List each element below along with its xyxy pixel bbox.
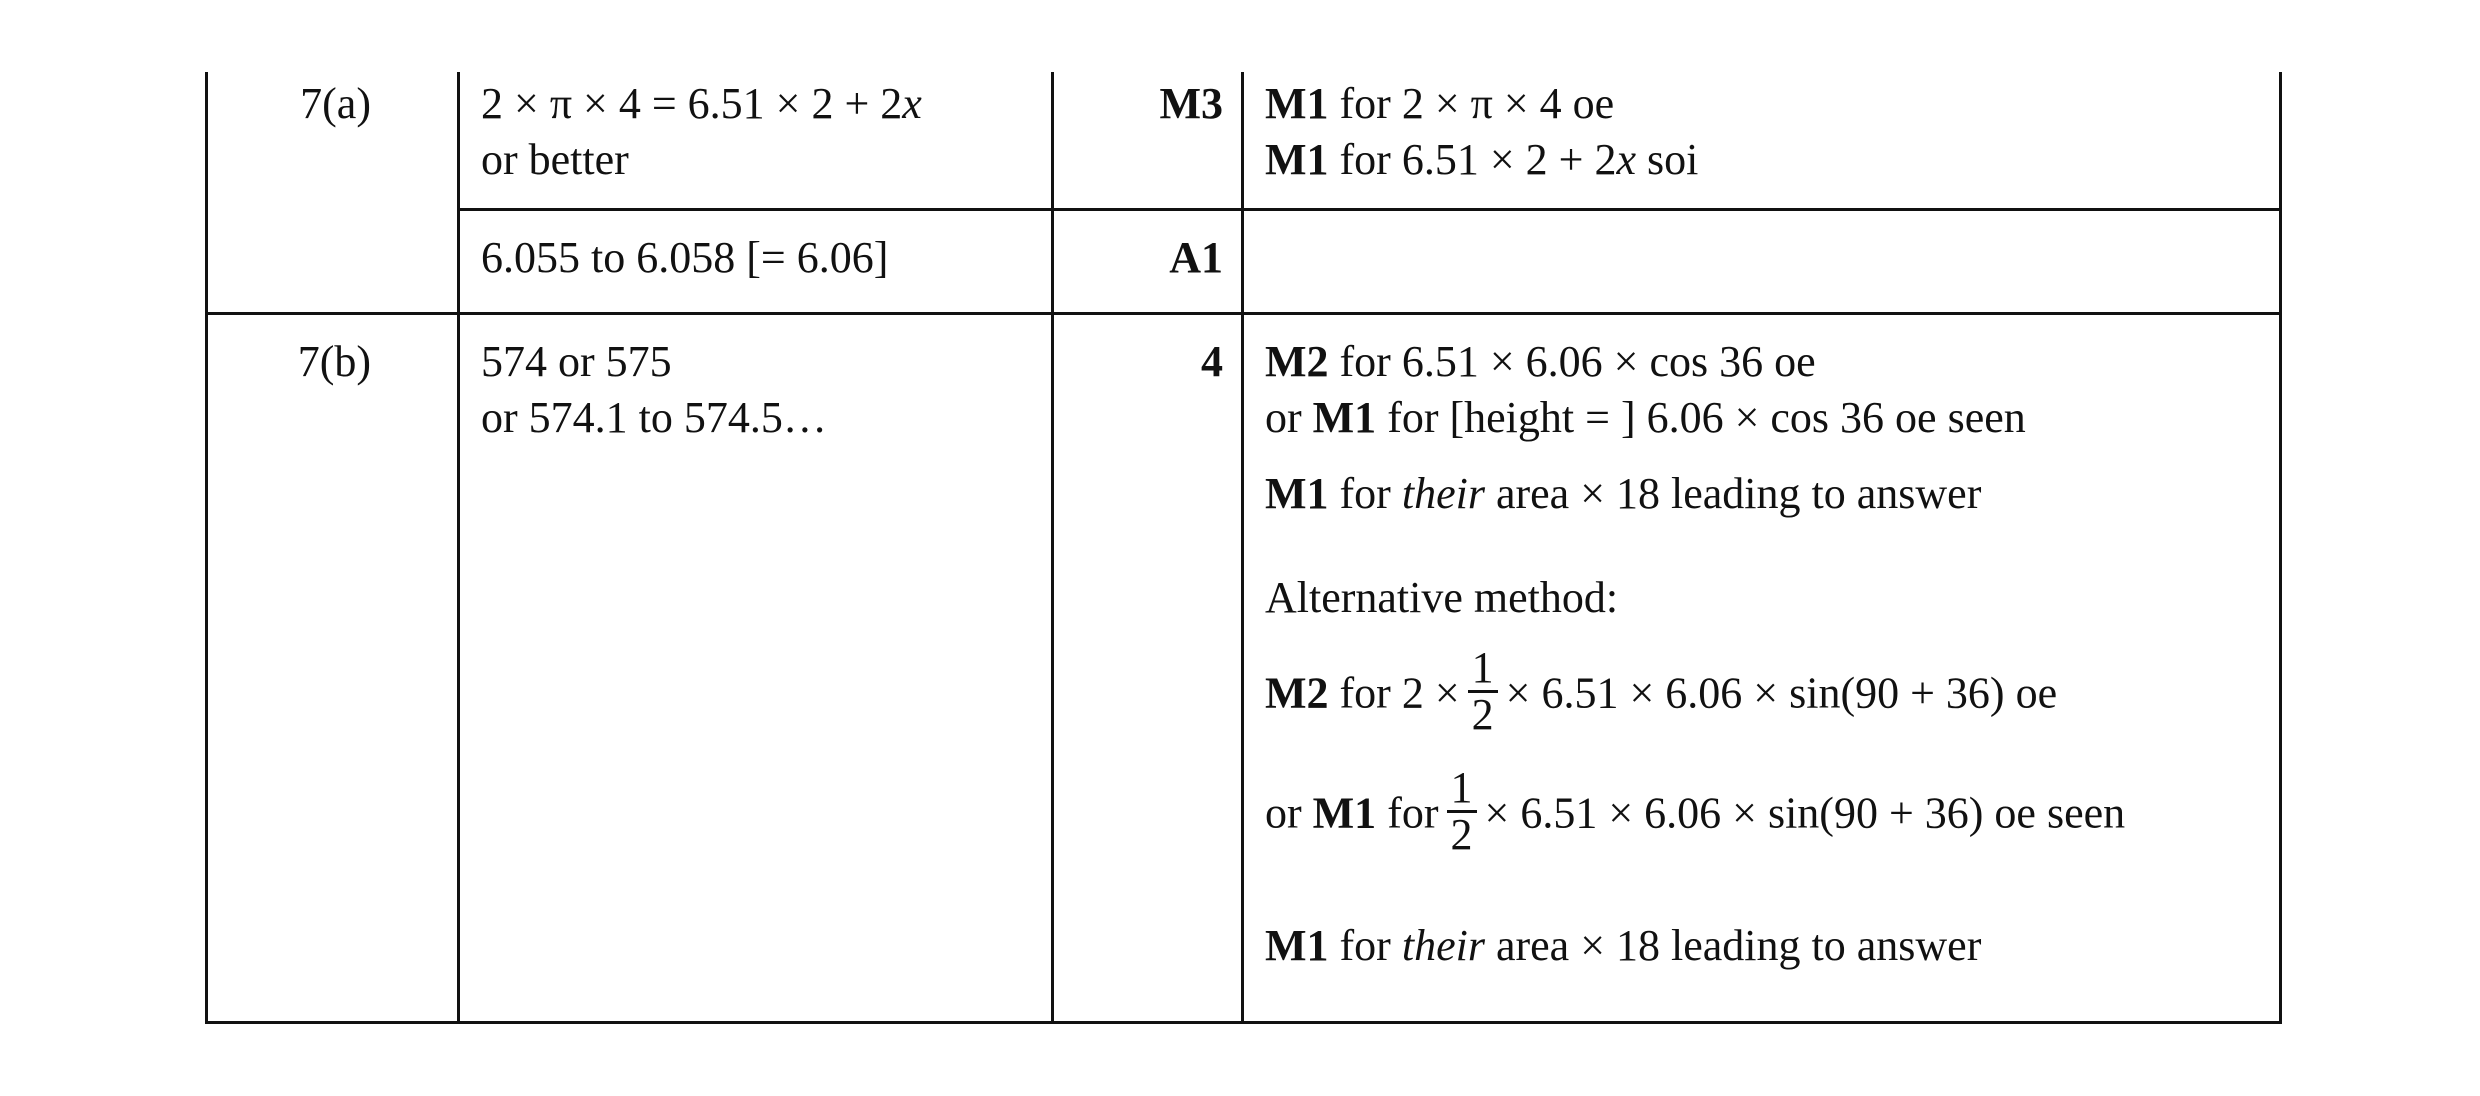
guidance-line: M1 for their area × 18 leading to answer (1265, 469, 1982, 518)
guidance-line: M2 for 2 × $\frac{1}{2}$ × 6.51 × 6.06 × sin(90 + 36) oe (1265, 643, 2058, 739)
guidance-cell (1265, 334, 2275, 446)
alternative-method-heading: Alternative method: (1265, 573, 1619, 622)
guidance-cell (1265, 76, 2265, 188)
mark-value: 4 (1201, 337, 1223, 386)
answer-line: or 574.1 to 574.5… (481, 393, 827, 442)
answer-cell (481, 76, 1041, 188)
guidance-line: or M1 for $\frac{1}{2}$ × 6.51 × 6.06 × sin(90 + 36) oe seen (1265, 763, 2126, 859)
table-border-bottom (205, 1021, 2282, 1024)
question-label: 7(b) (297, 337, 371, 386)
marks-cell (1055, 334, 1223, 390)
guidance-line: M1 for 6.51 × 2 + 2x soi (1265, 135, 1699, 184)
question-number (205, 334, 371, 390)
answer-line: 2 × π × 4 = 6.51 × 2 + 2x (481, 79, 922, 128)
row-divider-7a-7b (205, 312, 2282, 315)
question-number (205, 76, 371, 132)
column-divider-answer (1051, 72, 1054, 1024)
question-label: 7(a) (300, 79, 371, 128)
mark-scheme-table (205, 72, 2282, 1024)
answer-cell (481, 230, 1041, 286)
answer-cell (481, 334, 1041, 446)
guidance-line: M2 for 6.51 × 6.06 × cos 36 oe (1265, 337, 1816, 386)
mark-value: A1 (1169, 233, 1223, 282)
answer-line: 574 or 575 (481, 337, 672, 386)
marks-cell (1055, 76, 1223, 132)
guidance-line: or M1 for [height = ] 6.06 × cos 36 oe seen (1265, 393, 2026, 442)
guidance-line: M1 for their area × 18 leading to answer (1265, 921, 1982, 970)
column-divider-question (457, 72, 460, 1024)
marks-cell (1055, 230, 1223, 286)
row-divider-7a-parts (457, 208, 2282, 211)
answer-line: or better (481, 135, 629, 184)
guidance-line: M1 for 2 × π × 4 oe (1265, 79, 1615, 128)
table-border-left (205, 72, 208, 1024)
column-divider-marks (1241, 72, 1244, 1024)
fraction-half: $\frac{1}{2}$ (1447, 766, 1477, 857)
mark-value: M3 (1159, 79, 1223, 128)
table-border-right (2279, 72, 2282, 1024)
answer-line: 6.055 to 6.058 [= 6.06] (481, 233, 889, 282)
fraction-half: $\frac{1}{2}$ (1468, 646, 1498, 737)
